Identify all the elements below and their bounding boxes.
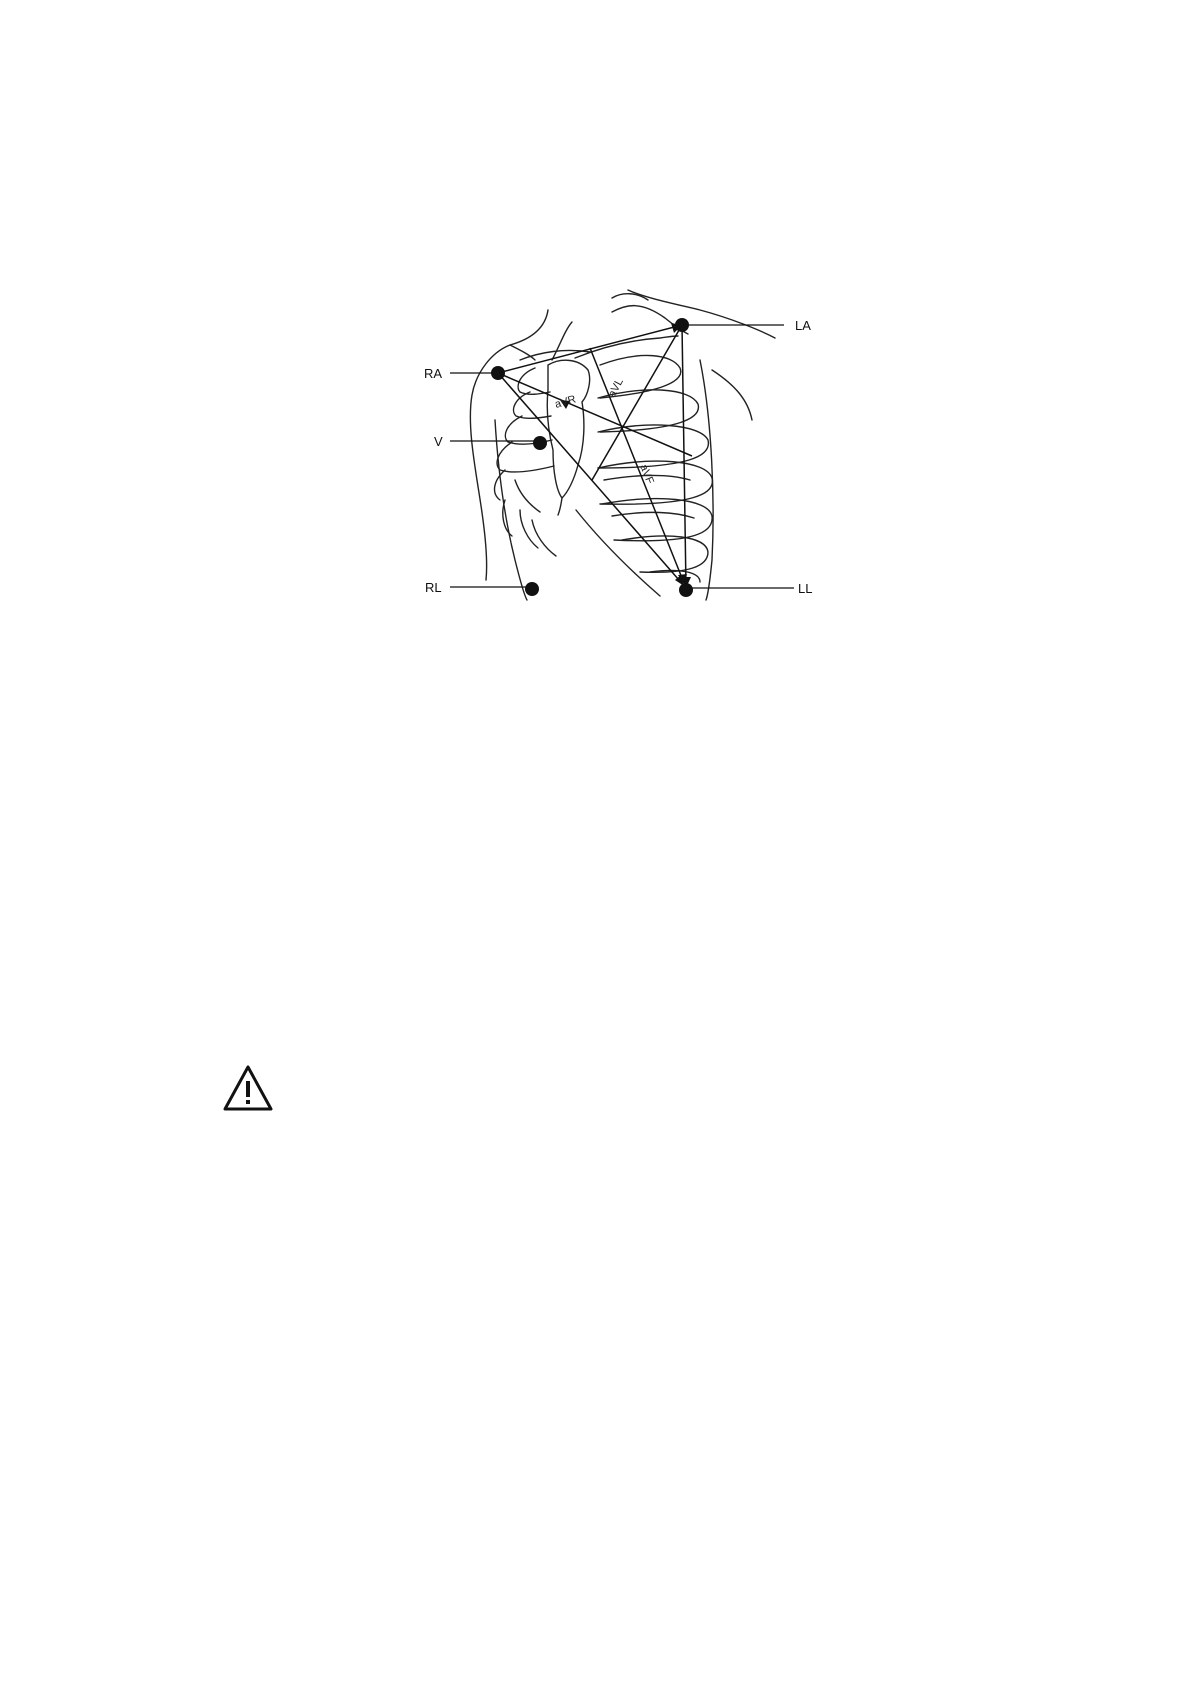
electrode-callouts (450, 325, 794, 588)
electrode-rl (525, 582, 539, 596)
lead-label-avr: aVR (553, 393, 578, 411)
lead-vectors (498, 325, 692, 588)
electrode-ll (679, 583, 693, 597)
lead-iii-line (682, 325, 686, 588)
electrode-label-ra: RA (424, 366, 443, 381)
electrode-label-rl: RL (425, 580, 442, 595)
electrode-label-v: V (434, 434, 443, 449)
electrode-ra (491, 366, 505, 380)
lead-ii-line (498, 373, 686, 588)
warning-triangle-icon (222, 1064, 274, 1112)
electrode-label-la: LA (795, 318, 811, 333)
lead-label-avl: aVL (606, 376, 626, 400)
torso-outline (470, 290, 775, 600)
electrode-v (533, 436, 547, 450)
electrode-la (675, 318, 689, 332)
electrode-label-ll: LL (798, 581, 813, 596)
lead-label-avf: aVF (637, 462, 656, 486)
